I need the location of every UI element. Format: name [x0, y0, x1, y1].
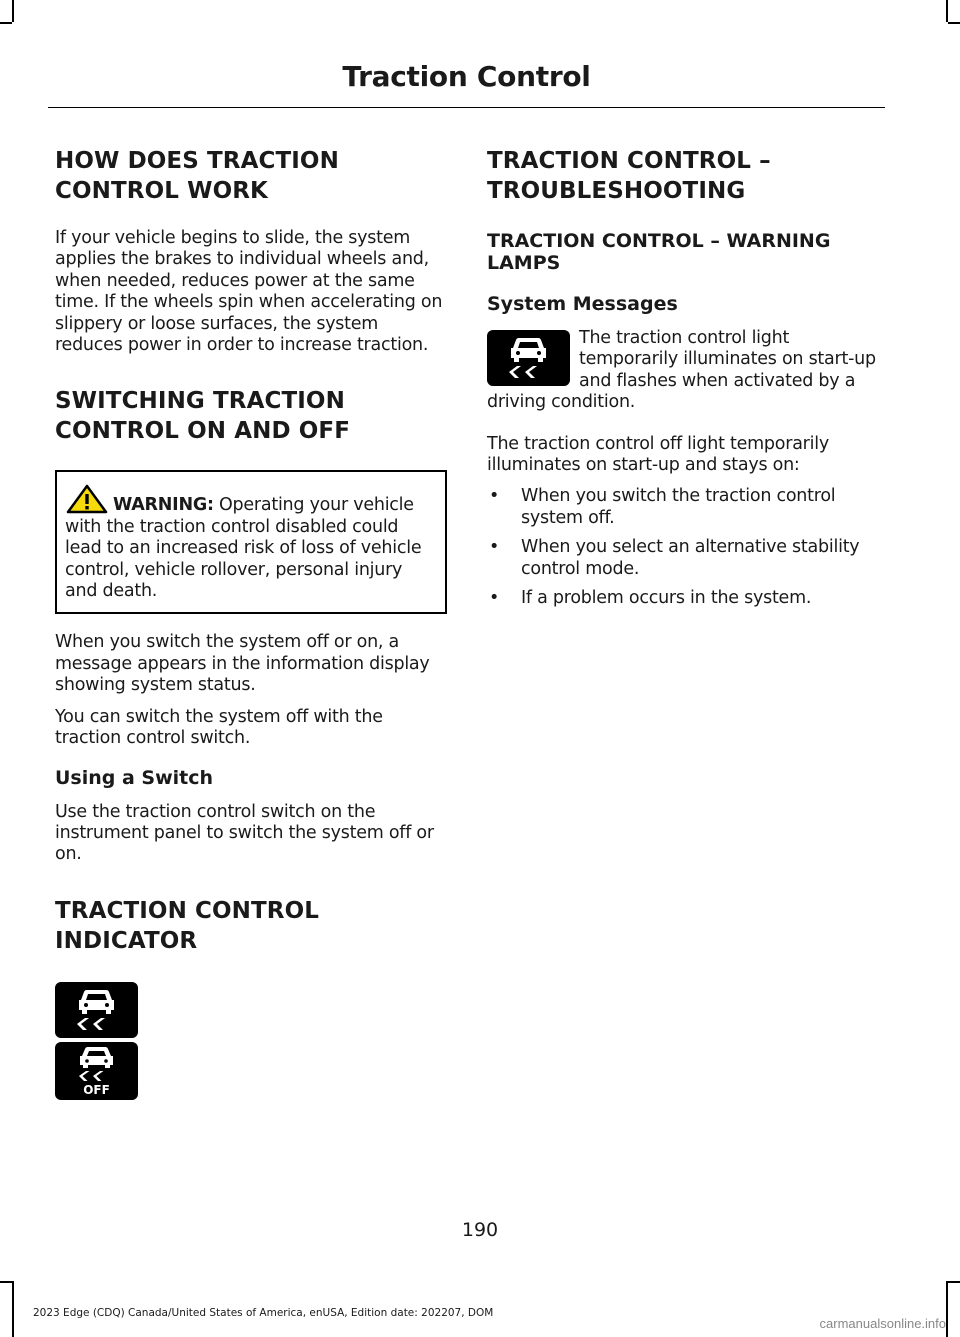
crop-mark: [948, 1281, 960, 1283]
crop-mark: [946, 0, 948, 22]
crop-mark: [12, 1281, 14, 1337]
section-heading-indicator: TRACTION CONTROL INDICATOR: [55, 897, 320, 954]
paragraph-switch-message: When you switch the system off or on, a message appears in the information display showing system status.: [55, 632, 430, 696]
paragraph-how-it-works: If your vehicle begins to slide, the system applies the brakes to individual wheels and, when needed, reduces power at the same time. If the wheels spin when accelerating on slippery or loose surfaces, the system reduces power in order to increase traction.: [55, 228, 443, 356]
paragraph-using-switch: Use the traction control switch on the instrument panel to switch the system off or on.: [55, 801, 434, 865]
warning-triangle-icon: [65, 484, 109, 514]
paragraph-traction-light: The traction control light temporarily illuminates on start-up and flashes when activated by a driving condition.: [487, 328, 876, 413]
page-number: 190: [461, 1219, 499, 1241]
subheading-warning-lamps: TRACTION CONTROL – WARNING LAMPS: [487, 230, 831, 274]
warning-label: WARNING:: [113, 495, 214, 516]
edition-footer: 2023 Edge (CDQ) Canada/United States of America, enUSA, Edition date: 202207, DOM: [33, 1307, 494, 1319]
section-heading-how-it-works: HOW DOES TRACTION CONTROL WORK: [55, 148, 339, 204]
list-item: • When you switch the traction control system off.: [489, 486, 836, 528]
warning-text: [65, 484, 437, 602]
subheading-using-switch: Using a Switch: [55, 766, 214, 789]
warning-box: [55, 470, 447, 614]
watermark: carmanualsonline.info: [819, 1316, 946, 1331]
section-heading-switching: SWITCHING TRACTION CONTROL ON AND OFF: [55, 388, 351, 445]
crop-mark: [12, 0, 14, 22]
warning-body: Operating your vehicle with the traction control disabled could lead to an increased risk of loss of vehicle control, vehicle rollover, personal injury and death.: [65, 495, 422, 602]
off-label: OFF: [83, 1083, 110, 1097]
crop-mark: [0, 1281, 12, 1283]
subheading-system-messages: System Messages: [487, 293, 678, 315]
page-title: Traction Control: [342, 60, 591, 93]
paragraph-off-light: The traction control off light temporarily illuminates on start-up and stays on:: [487, 433, 829, 476]
condition-list: [487, 486, 882, 609]
right-column: [487, 146, 882, 609]
list-item: • If a problem occurs in the system.: [489, 588, 812, 609]
traction-control-icon: [487, 330, 570, 386]
crop-mark: [946, 1281, 948, 1337]
list-item: • When you select an alternative stability control mode.: [489, 537, 860, 579]
crop-mark: [948, 22, 960, 24]
traction-control-icon: [55, 982, 138, 1038]
traction-control-off-icon: [55, 1042, 138, 1100]
page-header: [48, 60, 885, 108]
crop-mark: [0, 22, 12, 24]
left-column: [55, 146, 447, 956]
section-heading-troubleshooting: TRACTION CONTROL – TROUBLESHOOTING: [487, 148, 771, 204]
paragraph-switch-off: You can switch the system off with the traction control switch.: [55, 706, 383, 749]
traction-light-block: [487, 328, 882, 414]
